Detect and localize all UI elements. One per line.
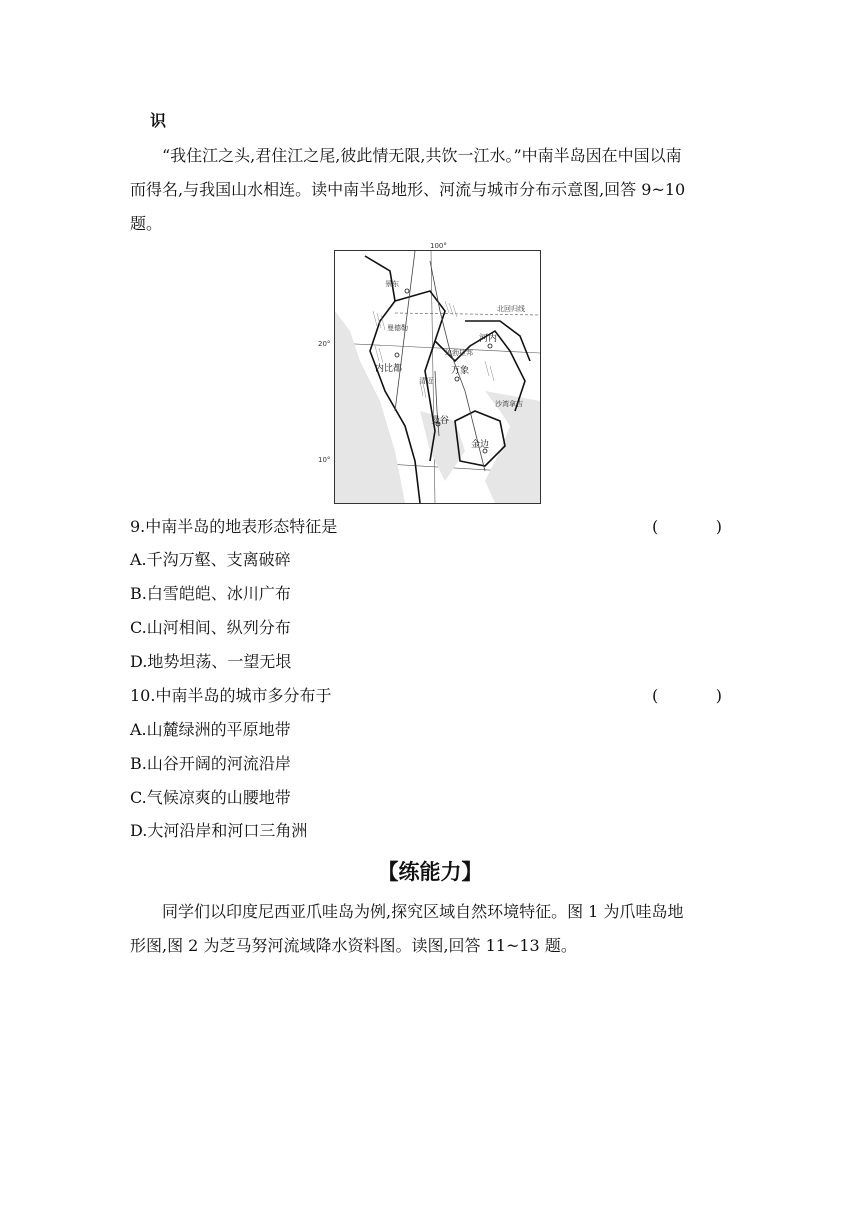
map-label-bangkok: 曼谷	[431, 416, 450, 426]
q10-option-c: C.气候凉爽的山腰地带	[130, 788, 291, 807]
q10-stem: 10.中南半岛的城市多分布于	[130, 686, 332, 705]
map-label-tropic: 北回归线	[497, 305, 525, 313]
map-label-luang-prabang: 琅勃拉邦	[445, 349, 473, 357]
q9-option-b: B.白雪皑皑、冰川广布	[130, 584, 291, 603]
map-longitude-label: 100°	[430, 242, 447, 250]
q10-option-b: B.山谷开阔的河流沿岸	[130, 754, 291, 773]
q10-option-d: D.大河沿岸和河口三角洲	[130, 821, 308, 840]
map-label-savannakhet: 沙湾拿吉	[495, 400, 523, 408]
map-lat-20-label: 20°	[318, 340, 331, 348]
section-title: 【练能力】	[377, 860, 483, 884]
section-intro-line-2: 形图,图 2 为芝马努河流域降水资料图。读图,回答 11~13 题。	[130, 936, 577, 955]
q10-paren-close: )	[715, 686, 722, 705]
q10-option-a: A.山麓绿洲的平原地带	[130, 720, 291, 739]
city-dot-vientiane	[455, 377, 459, 381]
map-label-mandalay: 曼德勒	[387, 324, 408, 332]
q9-answer-paren	[652, 516, 722, 538]
map-lat-10-label: 10°	[318, 456, 331, 464]
map-label-vientiane: 万象	[451, 366, 470, 376]
city-dot-jingdong	[405, 289, 409, 293]
city-dot-naypyidaw	[395, 353, 399, 357]
q9-option-a: A.千沟万壑、支离破碎	[130, 550, 291, 569]
q9-paren-open: (	[652, 517, 659, 536]
map-label-chiang-mai: 清迈	[419, 377, 433, 385]
section-heading-fragment: 识	[150, 111, 167, 130]
mountain-hatching	[373, 301, 494, 398]
q9-paren-close: )	[715, 517, 722, 536]
indochina-map	[334, 250, 541, 504]
intro-line-3: 题。	[130, 214, 163, 233]
map-label-hanoi: 河内	[479, 334, 498, 344]
q10-paren-open: (	[652, 686, 659, 705]
q10-answer-paren	[652, 685, 722, 707]
map-graphic	[335, 251, 540, 503]
vietnam-border	[465, 321, 530, 361]
city-dot-hanoi	[488, 344, 492, 348]
map-label-jingdong: 景东	[385, 280, 399, 288]
q9-stem: 9.中南半岛的地表形态特征是	[130, 517, 338, 536]
map-label-phnom-penh: 金边	[471, 440, 490, 450]
intro-line-2: 而得名,与我国山水相连。读中南半岛地形、河流与城市分布示意图,回答 9~10	[130, 180, 686, 199]
q9-option-c: C.山河相间、纵列分布	[130, 618, 291, 637]
section-intro-line-1: 同学们以印度尼西亚爪哇岛为例,探究区域自然环境特征。图 1 为爪哇岛地	[162, 902, 684, 921]
q9-option-d: D.地势坦荡、一望无垠	[130, 652, 292, 671]
intro-line-1: “我住江之头,君住江之尾,彼此情无限,共饮一江水。”中南半岛因在中国以南	[162, 146, 682, 165]
map-label-naypyidaw: 内比都	[375, 364, 403, 374]
